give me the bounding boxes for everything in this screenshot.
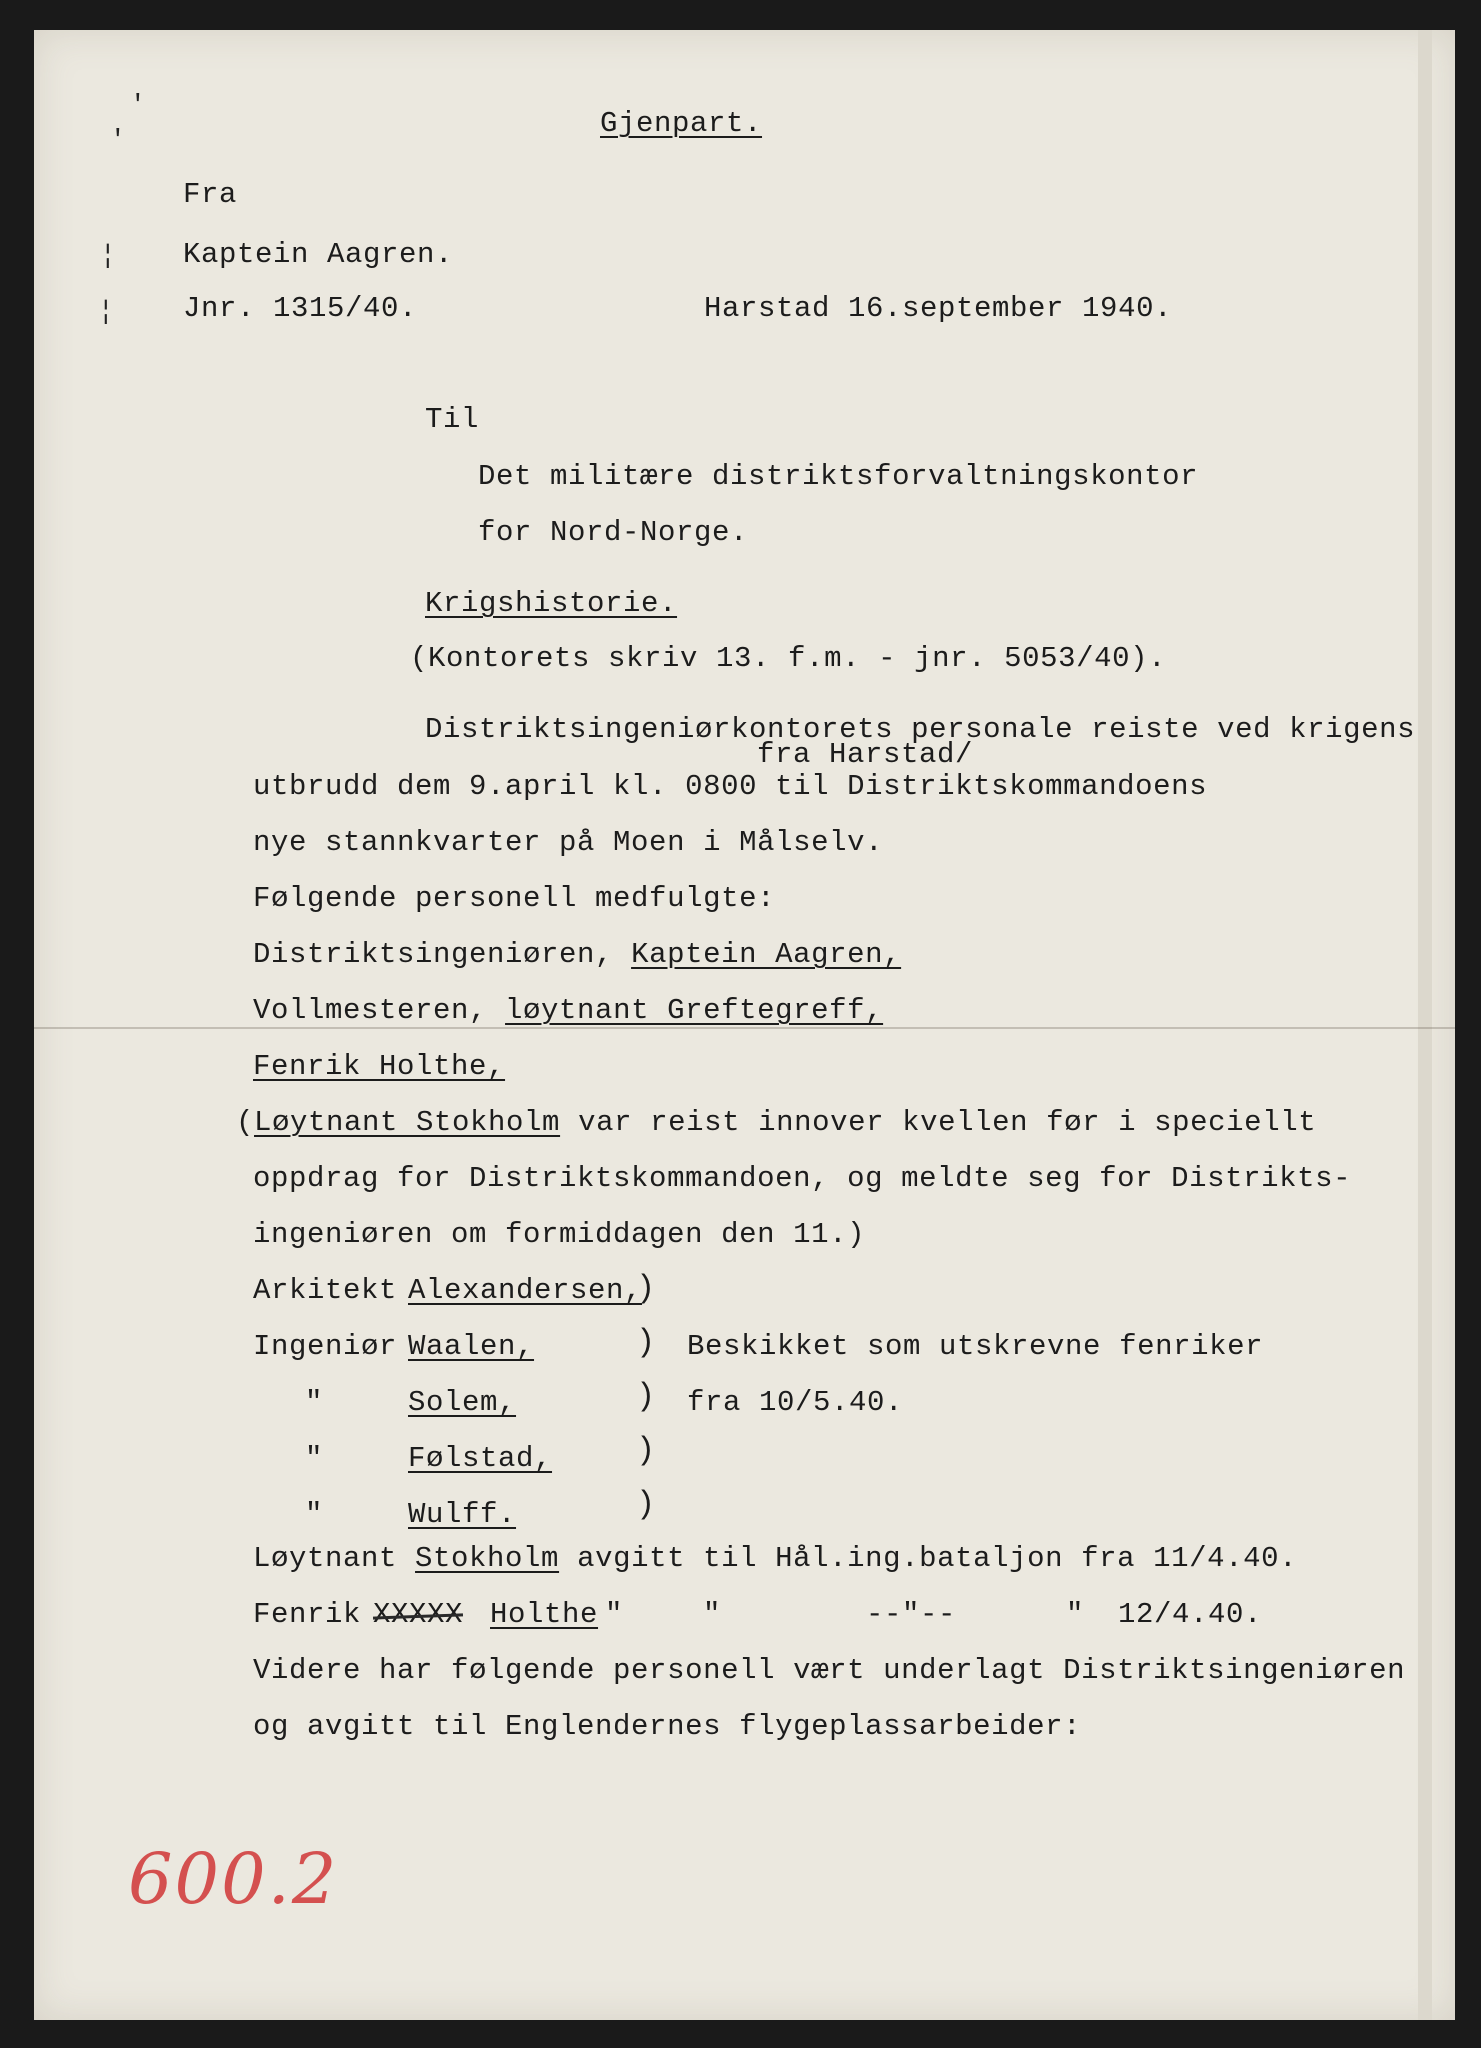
group-name: Alexandersen, <box>408 1274 643 1307</box>
note-name: Løytnant Stokholm <box>254 1106 561 1139</box>
note-line: ingeniøren om formiddagen den 11.) <box>253 1218 866 1251</box>
paragraph-line: utbrudd dem 9.april kl. 0800 til Distriktskommandoens <box>253 770 1208 803</box>
ditto-mark: --"-- <box>866 1598 957 1631</box>
assignment-rank: Løytnant <box>253 1542 416 1575</box>
closing-line: Videre har følgende personell vært underlagt Distriktsingeniøren <box>253 1654 1406 1687</box>
subject: Krigshistorie. <box>425 587 678 620</box>
punch-mark: ' <box>110 125 126 155</box>
punch-mark: ¦ <box>100 240 116 270</box>
assignment-rank: Fenrik <box>253 1598 380 1631</box>
note-paren: ( <box>236 1106 255 1139</box>
bracket-column: ) ) ) ) ) <box>636 1270 656 1523</box>
personnel-name: Kaptein Aagren, <box>631 938 902 971</box>
group-note: Beskikket som utskrevne fenriker <box>687 1330 1264 1363</box>
group-title: " <box>305 1386 324 1419</box>
assignment-date: 12/4.40. <box>1118 1598 1263 1631</box>
personnel-role: Distriktsingeniøren, <box>253 938 632 971</box>
assignment-line <box>253 1542 1297 1576</box>
assignment-name: Stokholm <box>415 1542 560 1575</box>
ditto-mark: " <box>703 1598 722 1631</box>
reference: (Kontorets skriv 13. f.m. - jnr. 5053/40). <box>410 642 1167 675</box>
from-label: Fra <box>183 178 238 211</box>
sender: Kaptein Aagren. <box>183 238 454 271</box>
note-line <box>236 1106 1316 1140</box>
recipient-line2: for Nord-Norge. <box>478 516 749 549</box>
ditto-mark: " <box>605 1598 624 1631</box>
group-name: Waalen, <box>408 1330 535 1363</box>
ditto-mark: " <box>1066 1598 1085 1631</box>
to-label: Til <box>425 403 480 436</box>
paragraph-line: nye stannkvarter på Moen i Målselv. <box>253 826 884 859</box>
handwritten-insertion: fra Harstad/ <box>757 738 974 771</box>
personnel-line <box>253 938 901 972</box>
archive-mark: 600.2 <box>128 1838 339 1920</box>
group-note: fra 10/5.40. <box>687 1386 904 1419</box>
personnel-name: løytnant Greftegreff, <box>505 994 884 1027</box>
struck-out-text: XXXXX <box>373 1598 464 1631</box>
document-heading: Gjenpart. <box>600 107 763 140</box>
personnel-name: Fenrik Holthe, <box>253 1050 506 1083</box>
page-edge <box>1418 30 1432 2020</box>
group-name: Solem, <box>408 1386 517 1419</box>
personnel-line <box>253 994 883 1028</box>
personnel-role: Vollmesteren, <box>253 994 506 1027</box>
group-name: Wulff. <box>408 1498 517 1531</box>
group-title: " <box>305 1442 324 1475</box>
recipient-line1: Det militære distriktsforvaltningskontor <box>478 460 1199 493</box>
place-date: Harstad 16.september 1940. <box>704 292 1173 325</box>
assignment-name: Holthe <box>490 1598 599 1631</box>
closing-line: og avgitt til Englendernes flygeplassarbeider: <box>253 1710 1082 1743</box>
group-title: " <box>305 1498 324 1531</box>
personnel-intro: Følgende personell medfulgte: <box>253 882 776 915</box>
paragraph-line: Distriktsingeniørkontorets personale reiste ved krigens <box>425 713 1416 746</box>
assignment-text: avgitt til Hål.ing.bataljon fra 11/4.40. <box>559 1542 1298 1575</box>
group-title: Arkitekt <box>253 1274 398 1307</box>
punch-mark: ¦ <box>98 296 114 326</box>
group-name: Følstad, <box>408 1442 553 1475</box>
note-text: var reist innover kvellen før i speciellt <box>560 1106 1317 1139</box>
punch-mark: ' <box>130 90 146 120</box>
note-line: oppdrag for Distriktskommandoen, og meldte seg for Distrikts- <box>253 1162 1352 1195</box>
journal-number: Jnr. 1315/40. <box>183 292 418 325</box>
group-title: Ingeniør <box>253 1330 398 1363</box>
